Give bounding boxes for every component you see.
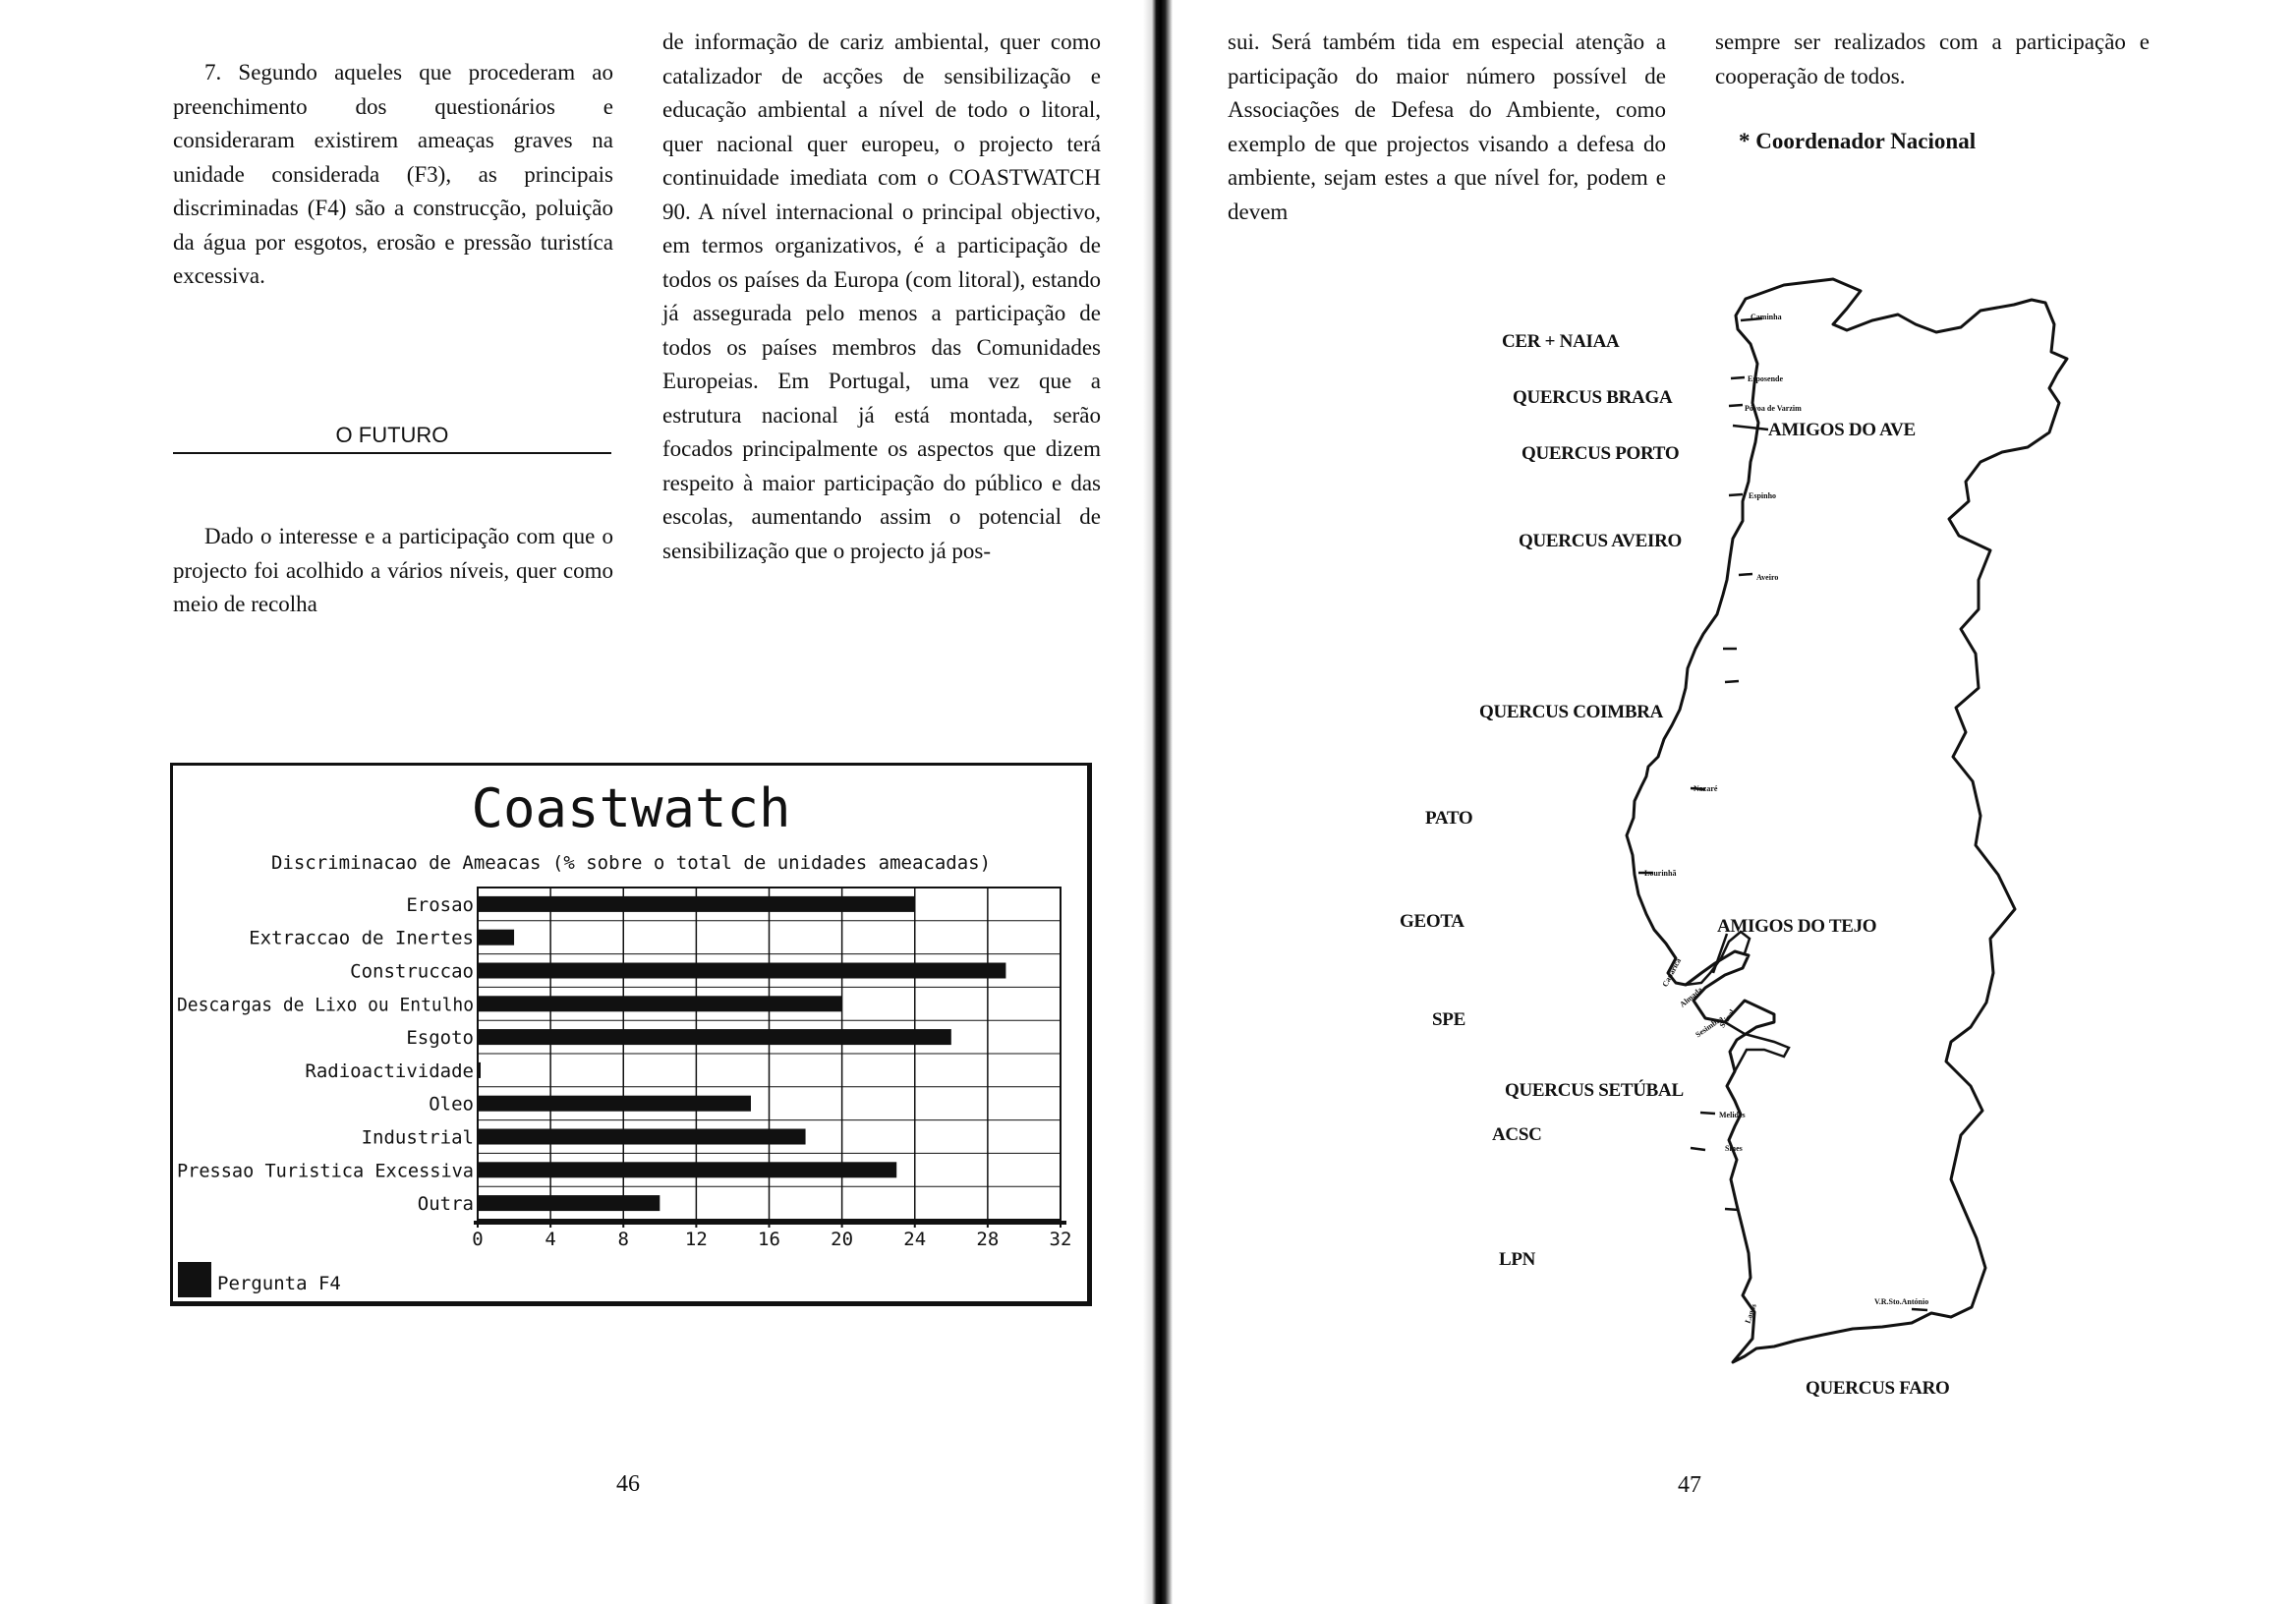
- x-tick-label: 32: [1049, 1229, 1072, 1250]
- label-quercus-setubal: QUERCUS SETÚBAL: [1505, 1080, 1684, 1101]
- place-almada: Almada: [1678, 985, 1704, 1009]
- label-spe: SPE: [1432, 1009, 1465, 1030]
- threats-chart-svg: [173, 766, 1089, 1303]
- x-tick-label: 0: [472, 1229, 484, 1250]
- y-category-label: Extraccao de Inertes: [249, 927, 474, 949]
- paragraph-coastwatch90: de informação de cariz ambiental, quer como catalizador de acções de sensibilização e educação ambiental a nível de todo o litoral, quer nacional quer europeu, o projecto terá continuidade imediata com o COASTWATCH 90. A nível internacional o principal objectivo, em termos organizativos, é a participação de todos os países da Europa (com litoral), estando já assegurada pelo menos a participação de todos os países membros das Comunidades Europeias. Em Portugal, uma vez que a estrutura nacional já está montada, serão focados principalmente os aspectos que dizem respeito à maior participação do público e das escolas, aumentando assim o potencial de sensibilização que o projecto já pos-: [662, 29, 1101, 563]
- bar: [478, 1029, 951, 1045]
- place-sesimbra: Sesimbra: [1693, 1013, 1725, 1040]
- y-category-label: Outra: [417, 1193, 474, 1216]
- label-cer-naiaa: CER + NAIAA: [1502, 331, 1620, 352]
- y-category-label: Descargas de Lixo ou Entulho: [177, 994, 474, 1016]
- y-category-label: Pressao Turistica Excessiva: [177, 1160, 474, 1182]
- place-vrsa: V.R.Sto.António: [1874, 1297, 1929, 1306]
- left-column-2: [662, 26, 1101, 568]
- place-seixal: Seixal: [1717, 1007, 1737, 1030]
- label-quercus-coimbra: QUERCUS COIMBRA: [1479, 702, 1664, 722]
- bar: [478, 930, 514, 945]
- y-category-label: Esgoto: [406, 1027, 474, 1050]
- x-tick-label: 8: [617, 1229, 629, 1250]
- place-nazare: Nazaré: [1693, 784, 1718, 793]
- label-acsc: ACSC: [1492, 1124, 1542, 1145]
- place-lourinha: Lourinhã: [1644, 869, 1677, 878]
- sado-estuary: [1725, 1022, 1789, 1071]
- portugal-map: [1155, 0, 2296, 1604]
- bar: [478, 996, 842, 1011]
- x-tick-label: 20: [831, 1229, 854, 1250]
- chart-subtitle: Discriminacao de Ameacas (% sobre o total de unidades ameacadas): [270, 852, 992, 874]
- place-caminha: Caminha: [1751, 313, 1782, 321]
- paragraph-cooperation: sempre ser realizados com a participação e cooperação de todos.: [1715, 29, 2150, 88]
- y-category-label: Erosao: [406, 893, 474, 916]
- place-aveiro: Aveiro: [1756, 573, 1779, 582]
- x-tick-label: 4: [545, 1229, 556, 1250]
- x-tick-label: 24: [903, 1229, 927, 1250]
- label-quercus-aveiro: QUERCUS AVEIRO: [1519, 531, 1682, 551]
- bar: [478, 1195, 660, 1211]
- bar: [478, 1129, 806, 1145]
- section-heading-futuro: O FUTURO: [173, 421, 611, 454]
- y-category-label: Oleo: [429, 1093, 474, 1116]
- y-category-label: Construccao: [350, 960, 474, 983]
- plot-area: [177, 888, 1071, 1250]
- y-category-label: Radioactividade: [305, 1060, 474, 1082]
- label-quercus-faro: QUERCUS FARO: [1806, 1378, 1950, 1399]
- bar: [478, 1096, 751, 1112]
- label-quercus-braga: QUERCUS BRAGA: [1513, 387, 1673, 408]
- page-number-left: 46: [616, 1471, 640, 1497]
- page-number-right: 47: [1678, 1472, 1701, 1498]
- bar: [478, 963, 1005, 979]
- x-tick-label: 12: [684, 1229, 708, 1250]
- label-amigos-do-ave: AMIGOS DO AVE: [1768, 420, 1916, 440]
- bar: [478, 896, 915, 912]
- bar: [478, 1162, 896, 1177]
- label-quercus-porto: QUERCUS PORTO: [1521, 443, 1680, 464]
- paragraph-futuro: Dado o interesse e a participação com que o projecto foi acolhido a vários níveis, quer como meio de recolha: [173, 524, 613, 616]
- label-geota: GEOTA: [1400, 911, 1464, 932]
- paragraph-threats: 7. Segundo aqueles que procederam ao preenchimento dos questionários e consideraram existirem ameaças graves na unidade considerada (F3), as principais discriminadas (F4) são a construcção, poluição da água por esgotos, erosão e pressão turistíca excessiva.: [173, 60, 613, 288]
- place-esposende: Esposende: [1748, 374, 1784, 383]
- right-page: [1155, 0, 2296, 1604]
- threats-chart: [170, 763, 1092, 1306]
- label-pato: PATO: [1425, 808, 1473, 829]
- x-tick-label: 28: [976, 1229, 1000, 1250]
- place-lagos: Lagos: [1743, 1302, 1758, 1325]
- unit-markers: [1638, 318, 1927, 1310]
- left-column-1-bottom: [173, 520, 613, 622]
- paragraph-associations: sui. Será também tida em especial atenção a participação do maior número possível de Associações de Defesa do Ambiente, como exemplo de que projectos visando a defesa do ambiente, sejam estes a que nível for, podem e devem: [1228, 29, 1666, 224]
- place-povoa: Póvoa de Varzim: [1745, 404, 1802, 413]
- x-tick-label: 16: [758, 1229, 780, 1250]
- place-melides: Melides: [1719, 1111, 1746, 1119]
- legend-label: Pergunta F4: [217, 1273, 341, 1294]
- place-sines: Sines: [1725, 1144, 1743, 1153]
- left-column-1-top: [173, 56, 613, 294]
- chart-title: Coastwatch: [471, 777, 791, 839]
- portugal-outline: [1627, 279, 2067, 1362]
- label-lpn: LPN: [1499, 1249, 1536, 1270]
- place-caparica: Caparica: [1660, 956, 1684, 989]
- label-amigos-do-tejo: AMIGOS DO TEJO: [1717, 916, 1877, 937]
- bar: [478, 1062, 481, 1078]
- y-category-label: Industrial: [361, 1126, 474, 1149]
- place-espinho: Espinho: [1749, 491, 1777, 500]
- coordinator-note: * Coordenador Nacional: [1739, 129, 1977, 153]
- amigos-tejo-pointer: [1713, 934, 1727, 973]
- legend-swatch: [178, 1262, 211, 1297]
